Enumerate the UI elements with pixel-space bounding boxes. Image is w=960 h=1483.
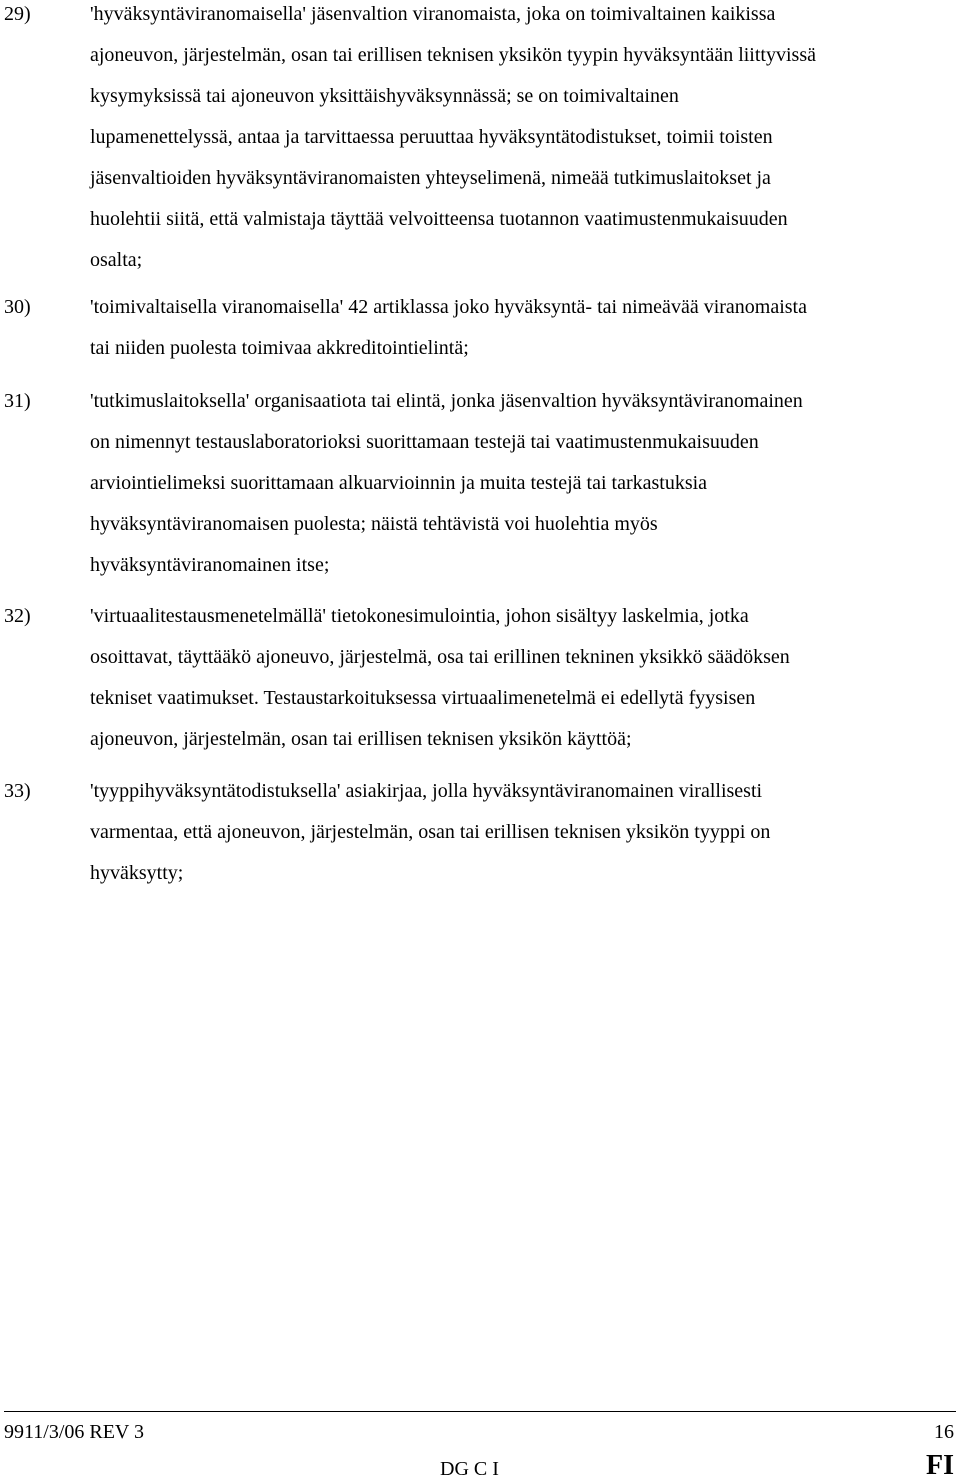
definition-line: osoittavat, täyttääkö ajoneuvo, järjestelmä, osa tai erillinen tekninen yksikkö säädöksen	[90, 646, 790, 668]
definition-line: huolehtii siitä, että valmistaja täyttää velvoitteensa tuotannon vaatimustenmukaisuuden	[90, 208, 788, 230]
definition-line: 'tyyppihyväksyntätodistuksella' asiakirjaa, jolla hyväksyntäviranomainen virallisesti	[90, 780, 763, 802]
definition-number: 30)	[4, 296, 31, 318]
definition-line: arviointielimeksi suorittamaan alkuarvioinnin ja muita testejä tai tarkastuksia	[90, 472, 708, 494]
definition-line: tai niiden puolesta toimivaa akkreditointielintä;	[90, 337, 469, 359]
definition-line: ajoneuvon, järjestelmän, osan tai erillisen teknisen yksikön tyypin hyväksyntään liittyvissä	[90, 44, 816, 66]
page-number: 16	[934, 1421, 954, 1443]
department-code: DG C I	[440, 1458, 499, 1480]
definition-line: hyväksyntäviranomaisen puolesta; näistä tehtävistä voi huolehtia myös	[90, 513, 658, 535]
definition-line: jäsenvaltioiden hyväksyntäviranomaisten yhteyselimenä, nimeää tutkimuslaitokset ja	[90, 167, 771, 189]
language-code: FI	[926, 1450, 954, 1481]
definition-line: lupamenettelyssä, antaa ja tarvittaessa peruuttaa hyväksyntätodistukset, toimii toisten	[90, 126, 773, 148]
definition-number: 32)	[4, 605, 31, 627]
definition-line: ajoneuvon, järjestelmän, osan tai erillisen teknisen yksikön käyttöä;	[90, 728, 632, 750]
definition-line: 'virtuaalitestausmenetelmällä' tietokonesimulointia, johon sisältyy laskelmia, jotka	[90, 605, 749, 627]
definition-line: hyväksytty;	[90, 862, 184, 884]
definition-line: tekniset vaatimukset. Testaustarkoituksessa virtuaalimenetelmä ei edellytä fyysisen	[90, 687, 756, 709]
definition-number: 31)	[4, 390, 31, 412]
definition-line: kysymyksissä tai ajoneuvon yksittäishyväksynnässä; se on toimivaltainen	[90, 85, 679, 107]
definition-line: 'toimivaltaisella viranomaisella' 42 artiklassa joko hyväksyntä- tai nimeävää viranomaista	[90, 296, 807, 318]
document-reference: 9911/3/06 REV 3	[4, 1421, 145, 1443]
definition-line: on nimennyt testauslaboratorioksi suorittamaan testejä tai vaatimustenmukaisuuden	[90, 431, 759, 453]
definition-number: 29)	[4, 3, 31, 25]
definition-line: varmentaa, että ajoneuvon, järjestelmän, osan tai erillisen teknisen yksikön tyyppi on	[90, 821, 771, 843]
definition-line: hyväksyntäviranomainen itse;	[90, 554, 330, 576]
definition-line: osalta;	[90, 249, 143, 271]
footer-divider	[4, 1411, 956, 1412]
definition-number: 33)	[4, 780, 31, 802]
definition-line: 'tutkimuslaitoksella' organisaatiota tai elintä, jonka jäsenvaltion hyväksyntäviranomainen	[90, 390, 803, 412]
definition-line: 'hyväksyntäviranomaisella' jäsenvaltion viranomaista, joka on toimivaltainen kaikissa	[90, 3, 776, 25]
